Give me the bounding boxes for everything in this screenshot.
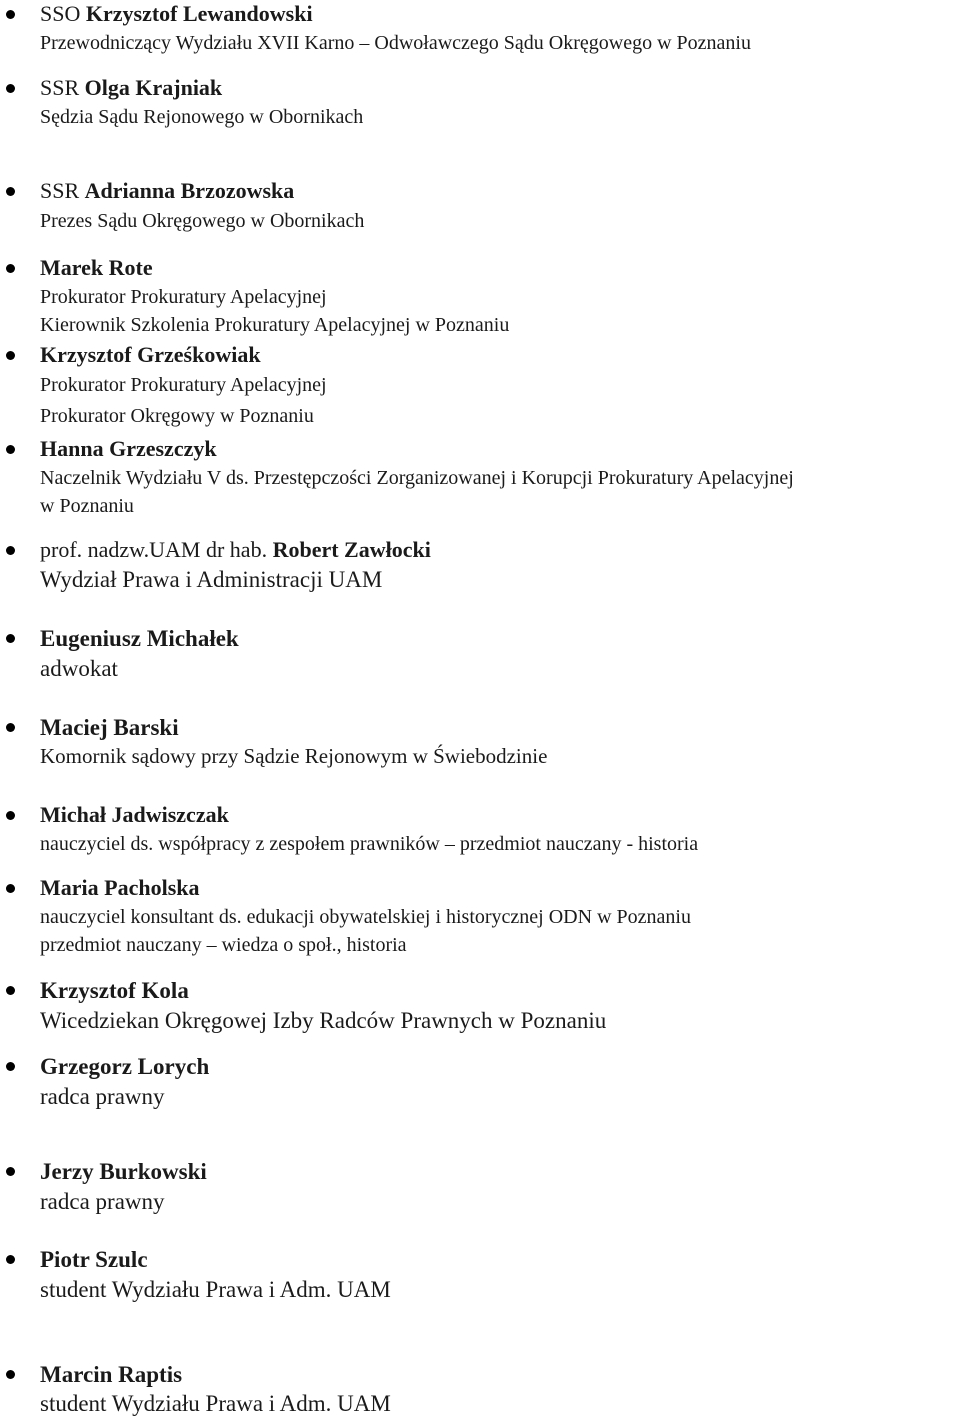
- entry-name: Krzysztof Kola: [40, 978, 189, 1003]
- bullet-icon: [6, 84, 15, 93]
- entry-description: radca prawny: [40, 1189, 165, 1214]
- bullet-icon: [6, 811, 15, 820]
- bullet-icon: [6, 351, 15, 360]
- entry-description: Komornik sądowy przy Sądzie Rejonowym w Świebodzinie: [40, 744, 548, 768]
- entry-name: Hanna Grzeszczyk: [40, 436, 217, 461]
- entry-description: Wydział Prawa i Administracji UAM: [40, 567, 383, 592]
- entry-name: Maciej Barski: [40, 715, 179, 740]
- bullet-icon: [6, 884, 15, 893]
- entry-description: Wicedziekan Okręgowej Izby Radców Prawnych w Poznaniu: [40, 1008, 607, 1033]
- entry-title-prefix: SSO: [40, 1, 86, 26]
- bullet-icon: [6, 187, 15, 196]
- bullet-icon: [6, 10, 15, 19]
- entry-name: Krzysztof Lewandowski: [85, 1, 313, 26]
- entry-description: przedmiot nauczany – wiedza o społ., historia: [40, 934, 407, 956]
- entry-heading: [40, 180, 294, 202]
- entry-name: Maria Pacholska: [40, 875, 200, 900]
- entry-heading: [40, 77, 222, 99]
- bullet-icon: [6, 1167, 15, 1176]
- entry-name: Marek Rote: [40, 255, 153, 280]
- entry-description: Naczelnik Wydziału V ds. Przestępczości Zorganizowanej i Korupcji Prokuratury Apelacyjnej: [40, 467, 794, 489]
- entry-title-prefix: SSR: [40, 75, 85, 100]
- entry-heading: [40, 3, 313, 25]
- entry-description: student Wydziału Prawa i Adm. UAM: [40, 1277, 391, 1302]
- entry-name: Grzegorz Lorych: [40, 1054, 210, 1079]
- entry-description: adwokat: [40, 656, 118, 681]
- entry-name: Michał Jadwiszczak: [40, 802, 229, 827]
- bullet-icon: [6, 264, 15, 273]
- entry-title-prefix: prof. nadzw.UAM dr hab.: [40, 537, 273, 562]
- entry-title-prefix: SSR: [40, 178, 85, 203]
- entry-description: student Wydziału Prawa i Adm. UAM: [40, 1391, 391, 1416]
- entry-description: Prokurator Prokuratury Apelacyjnej: [40, 374, 327, 396]
- bullet-icon: [6, 634, 15, 643]
- entry-description: Prezes Sądu Okręgowego w Obornikach: [40, 210, 365, 232]
- entry-description: Prokurator Okręgowy w Poznaniu: [40, 405, 314, 427]
- bullet-icon: [6, 546, 15, 555]
- entry-description: nauczyciel ds. współpracy z zespołem prawników – przedmiot nauczany - historia: [40, 833, 699, 855]
- entry-name: Krzysztof Grześkowiak: [40, 342, 261, 367]
- bullet-icon: [6, 445, 15, 454]
- bullet-icon: [6, 1062, 15, 1071]
- entry-name: Marcin Raptis: [40, 1362, 183, 1387]
- entry-heading: [40, 539, 431, 561]
- entry-name: Robert Zawłocki: [272, 537, 431, 562]
- bullet-icon: [6, 986, 15, 995]
- entry-name: Eugeniusz Michałek: [40, 626, 239, 651]
- entry-description: radca prawny: [40, 1084, 165, 1109]
- bullet-icon: [6, 1255, 15, 1264]
- entry-description: Sędzia Sądu Rejonowego w Obornikach: [40, 106, 364, 128]
- entry-description: nauczyciel konsultant ds. edukacji obywatelskiej i historycznej ODN w Poznaniu: [40, 906, 691, 928]
- entry-description: Prokurator Prokuratury Apelacyjnej: [40, 286, 327, 308]
- entry-description: w Poznaniu: [40, 495, 134, 517]
- bullet-icon: [6, 723, 15, 732]
- entry-description: Kierownik Szkolenia Prokuratury Apelacyjnej w Poznaniu: [40, 314, 510, 336]
- bullet-icon: [6, 1370, 15, 1379]
- entry-name: Jerzy Burkowski: [40, 1159, 207, 1184]
- entry-name: Adrianna Brzozowska: [84, 178, 295, 203]
- entry-description: Przewodniczący Wydziału XVII Karno – Odwoławczego Sądu Okręgowego w Poznaniu: [40, 32, 751, 54]
- entry-name: Olga Krajniak: [84, 75, 223, 100]
- entry-name: Piotr Szulc: [40, 1247, 148, 1272]
